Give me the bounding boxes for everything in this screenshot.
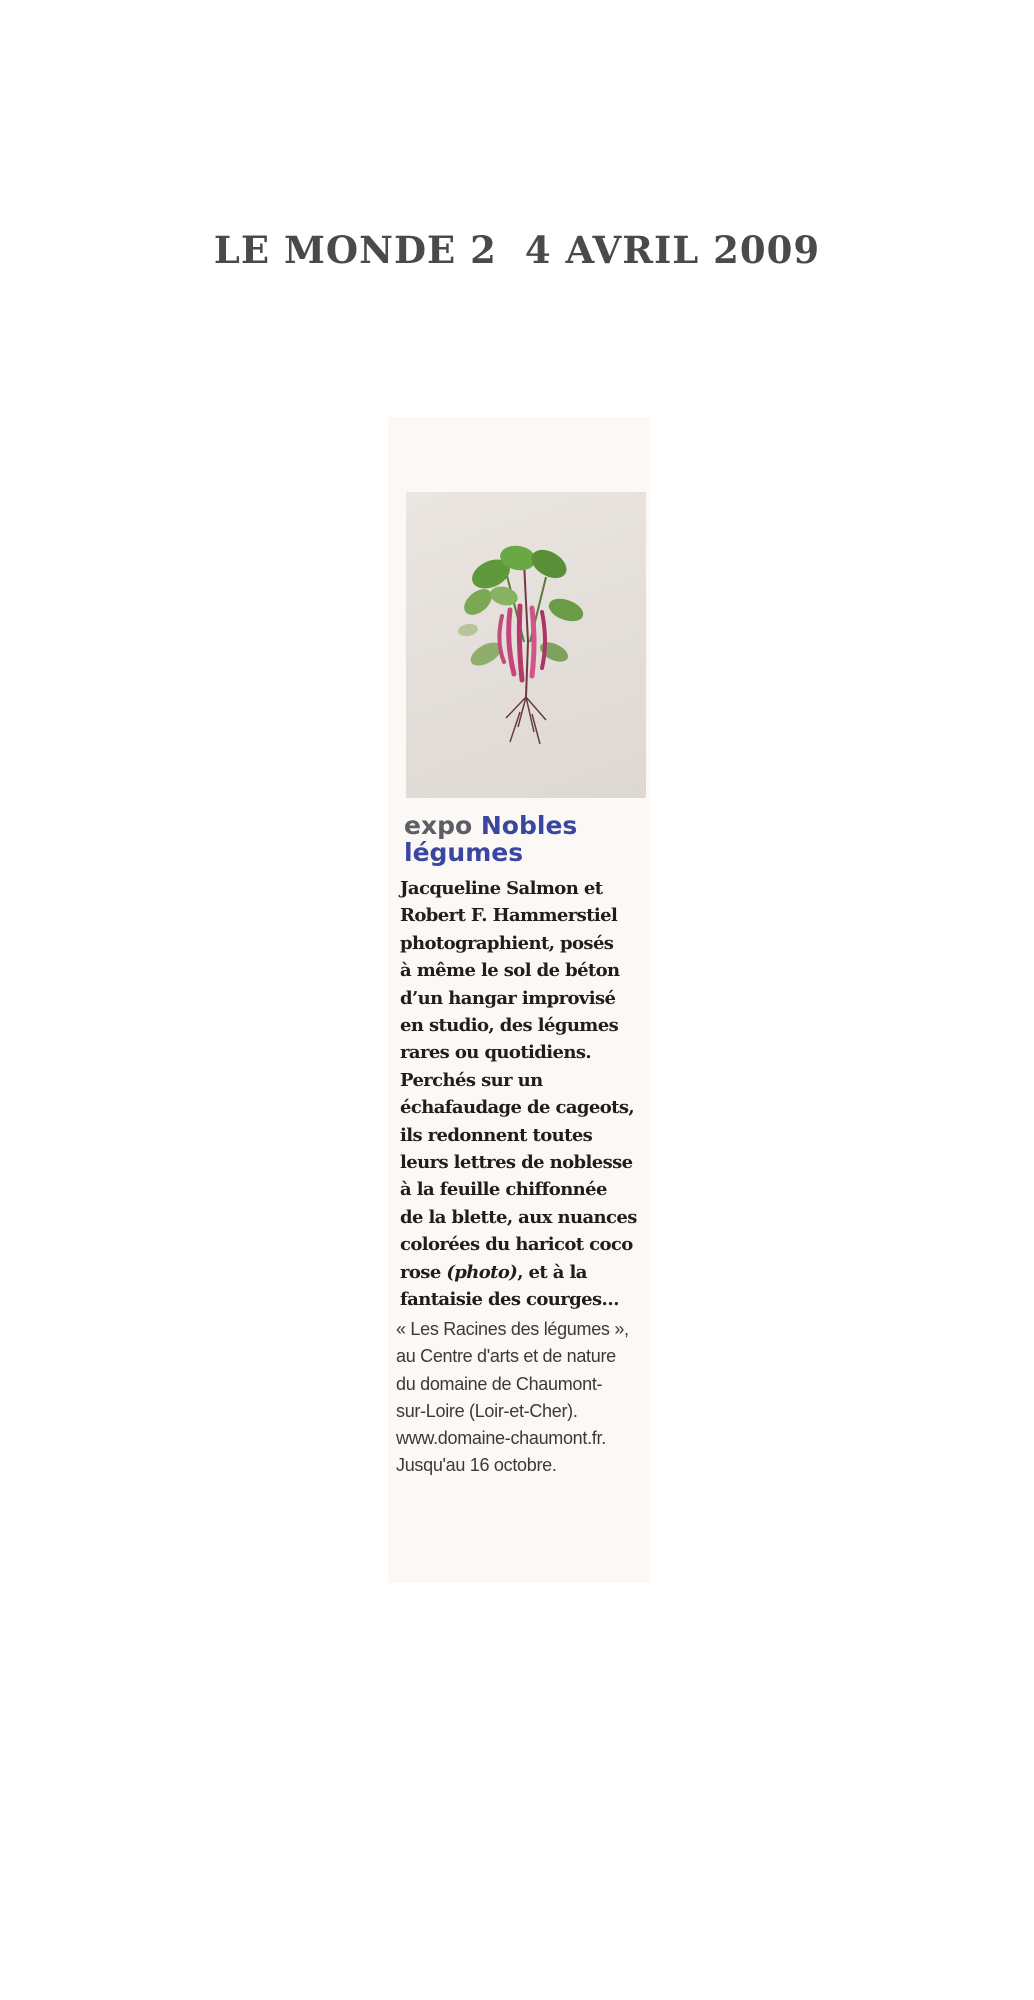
body-text-fragment: rose: [400, 1261, 447, 1283]
info-line: du domaine de Chaumont-: [396, 1373, 603, 1394]
body-text-fragment: , et à la: [517, 1261, 587, 1283]
body-line: d’un hangar improvisé: [400, 987, 616, 1009]
body-line: photographient, posés: [400, 932, 614, 954]
body-line: à la feuille chiffonnée: [400, 1179, 607, 1201]
body-line: échafaudage de cageots,: [400, 1097, 635, 1119]
body-line: à même le sol de béton: [400, 960, 620, 982]
body-line: en studio, des légumes: [400, 1015, 619, 1037]
exhibition-info: [396, 1316, 648, 1480]
bean-plant-illustration: [406, 492, 646, 798]
body-line: Robert F. Hammerstiel: [400, 905, 618, 927]
body-line: Jacqueline Salmon et: [400, 878, 603, 899]
body-line: colorées du haricot coco: [400, 1234, 633, 1256]
vegetable-photo: [406, 492, 646, 798]
body-line: Perchés sur un: [400, 1069, 543, 1091]
info-line: sur-Loire (Loir-et-Cher).: [396, 1400, 578, 1421]
publication-name: LE MONDE 2: [213, 228, 497, 272]
article-kicker: expo: [404, 811, 473, 840]
info-line: « Les Racines des légumes »,: [396, 1319, 629, 1339]
publication-date: 4 AVRIL 2009: [524, 228, 821, 272]
article-body: [400, 875, 648, 1314]
body-line: fantaisie des courges…: [400, 1289, 619, 1311]
body-line: [400, 1259, 648, 1286]
body-line: ils redonnent toutes: [400, 1124, 593, 1146]
article-heading: [404, 812, 648, 866]
masthead: [0, 228, 1034, 272]
body-line: rares ou quotidiens.: [400, 1042, 592, 1064]
newspaper-clipping: [388, 417, 650, 1583]
article-title-line2: légumes: [404, 838, 524, 867]
body-line: leurs lettres de noblesse: [400, 1152, 633, 1174]
photo-reference: (photo): [446, 1261, 518, 1283]
article-title-line1: Nobles: [480, 811, 578, 840]
info-line: Jusqu'au 16 octobre.: [396, 1455, 557, 1476]
body-line: de la blette, aux nuances: [400, 1206, 637, 1228]
info-website: www.domaine-chaumont.fr.: [396, 1428, 606, 1449]
info-line: au Centre d'arts et de nature: [396, 1346, 616, 1367]
